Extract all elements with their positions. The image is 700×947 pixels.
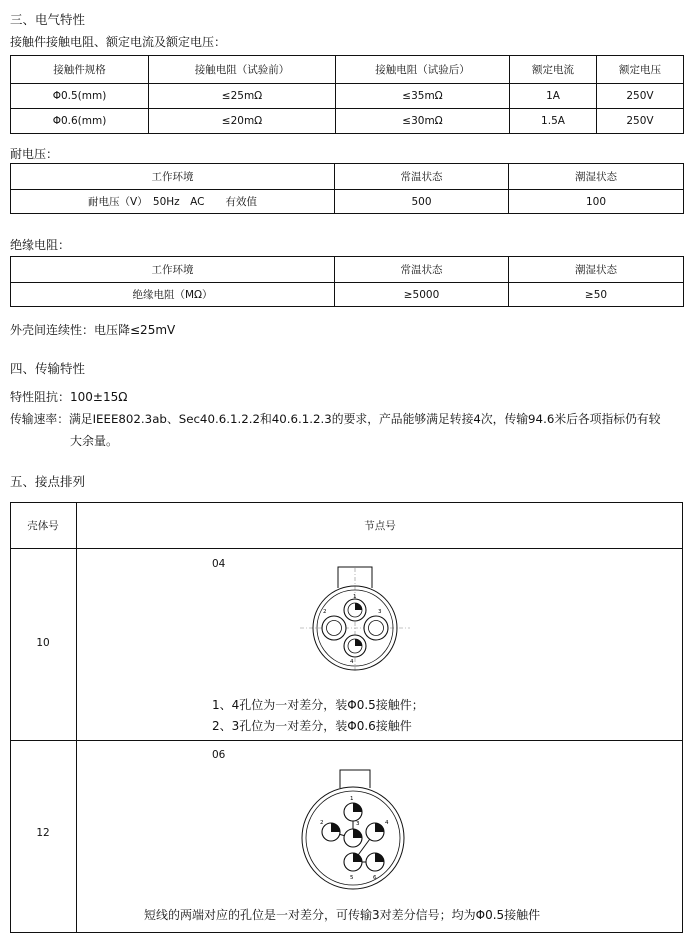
table-cell: ≤30mΩ — [336, 109, 510, 134]
insulation-heading: 绝缘电阻： — [10, 238, 71, 252]
shell-number: 10 — [36, 637, 50, 649]
impedance-text: 特性阻抗：100±15Ω — [10, 390, 128, 404]
pin-3 — [344, 829, 362, 847]
pin-2 — [322, 616, 346, 640]
transmission-rate-text: 传输速率：满足IEEE802.3ab、Sec40.6.1.2.2和40.6.1.2.3的要求，产品能够满足转接4次，传输94.6米后各项指标仍有较 — [10, 412, 661, 426]
pin-3 — [364, 616, 388, 640]
contact-table — [10, 55, 684, 134]
pin-4 — [366, 823, 384, 841]
table-row — [11, 109, 684, 134]
header-cell: 接触电阻（试验后） — [336, 56, 510, 84]
pin-label: 6 — [373, 875, 377, 881]
table-cell: 耐电压（V） 50Hz AC 有效值 — [11, 190, 335, 214]
row-divider — [10, 548, 683, 549]
section-4-title: 四、传输特性 — [10, 361, 86, 376]
pin-6 — [366, 853, 384, 871]
section-5-title: 五、接点排列 — [10, 474, 86, 489]
table-cell: Φ0.5(mm) — [11, 84, 149, 109]
pin-label: 1 — [353, 594, 357, 600]
transmission-rate-continuation: 大余量。 — [70, 434, 119, 448]
table-cell: ≤35mΩ — [336, 84, 510, 109]
pin-label: 2 — [320, 820, 324, 826]
pin-note: 1、4孔位为一对差分，装Φ0.5接触件； — [212, 698, 424, 712]
table-cell: 250V — [597, 84, 684, 109]
pin-5 — [344, 853, 362, 871]
pin-note: 短线的两端对应的孔位是一对差分，可传输3对差分信号；均为Φ0.5接触件 — [144, 908, 541, 922]
shell-12-pin-diagram — [298, 766, 408, 896]
pin-1 — [344, 599, 366, 621]
table-cell: ≥5000 — [335, 283, 509, 307]
header-cell: 工作环境 — [11, 164, 335, 190]
table-cell: Φ0.6(mm) — [11, 109, 149, 134]
withstand-table — [10, 163, 684, 214]
header-cell: 额定电流 — [510, 56, 597, 84]
pin-4 — [344, 635, 366, 657]
header-cell: 接触电阻（试验前） — [149, 56, 336, 84]
table-cell: 250V — [597, 109, 684, 134]
shell-continuity-text: 外壳间连续性：电压降≤25mV — [10, 323, 176, 337]
table-cell: ≥50 — [509, 283, 684, 307]
table-cell: ≤25mΩ — [149, 84, 336, 109]
header-cell: 常温状态 — [335, 257, 509, 283]
keyway-notch — [340, 770, 370, 788]
header-cell: 常温状态 — [335, 164, 509, 190]
header-cell: 额定电压 — [597, 56, 684, 84]
pin-note: 2、3孔位为一对差分，装Φ0.6接触件 — [212, 719, 412, 733]
table-cell: 1A — [510, 84, 597, 109]
table-row — [11, 283, 684, 307]
table-cell: ≤20mΩ — [149, 109, 336, 134]
withstand-heading: 耐电压： — [10, 147, 59, 161]
column-divider — [76, 502, 77, 933]
header-cell: 工作环境 — [11, 257, 335, 283]
pin-label: 1 — [350, 796, 354, 802]
contact-table-header-row — [11, 56, 684, 84]
shell-10-pin-diagram — [290, 562, 420, 674]
insulation-table — [10, 256, 684, 307]
pin-1 — [344, 803, 362, 821]
insulation-header-row — [11, 257, 684, 283]
pin-label: 4 — [385, 820, 389, 826]
header-cell: 潮湿状态 — [509, 164, 684, 190]
header-cell: 潮湿状态 — [509, 257, 684, 283]
contact-table-heading: 接触件接触电阻、额定电流及额定电压： — [10, 35, 227, 49]
table-row — [11, 84, 684, 109]
pin-2 — [322, 823, 340, 841]
table-cell: 100 — [509, 190, 684, 214]
table-row — [11, 190, 684, 214]
arrangement-code: 06 — [212, 749, 226, 761]
node-number-header: 节点号 — [364, 520, 396, 532]
pin-label: 3 — [378, 609, 382, 615]
shell-number-header: 壳体号 — [27, 520, 59, 532]
shell-number: 12 — [36, 827, 50, 839]
pin-label: 5 — [350, 875, 354, 881]
table-cell: 500 — [335, 190, 509, 214]
row-divider — [10, 740, 683, 741]
arrangement-code: 04 — [212, 558, 226, 570]
withstand-header-row — [11, 164, 684, 190]
pin-label: 4 — [350, 659, 354, 665]
pin-label: 3 — [356, 821, 360, 827]
pin-label: 2 — [323, 609, 327, 615]
section-3-title: 三、电气特性 — [10, 12, 86, 27]
table-cell: 绝缘电阻（MΩ） — [11, 283, 335, 307]
header-cell: 接触件规格 — [11, 56, 149, 84]
table-cell: 1.5A — [510, 109, 597, 134]
